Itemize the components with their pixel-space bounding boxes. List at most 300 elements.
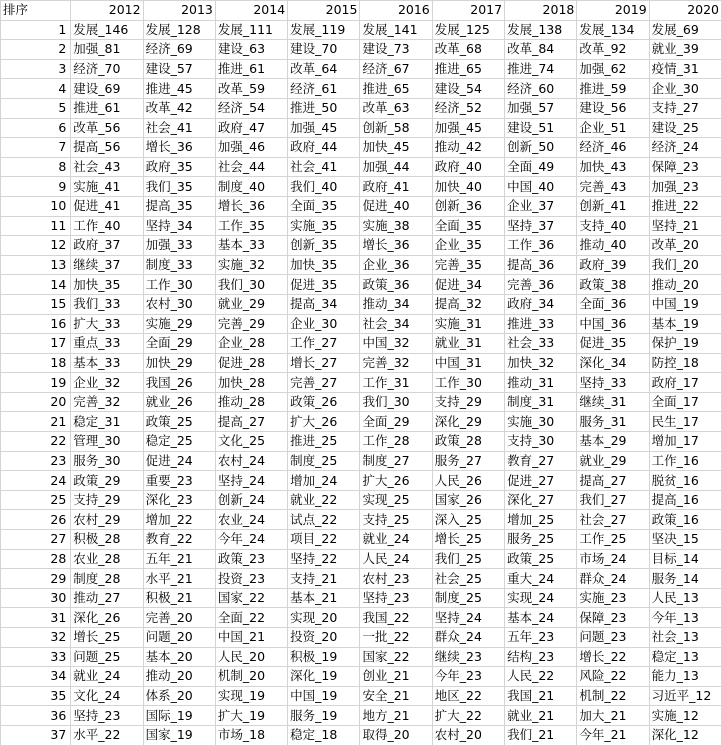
keyword-cell: 社会_25 [432, 569, 504, 589]
keyword-cell: 基本_29 [577, 432, 649, 452]
table-row [1, 549, 722, 569]
rank-cell: 12 [1, 236, 71, 256]
keyword-cell: 改革_64 [288, 59, 360, 79]
keyword-cell: 经济_24 [649, 138, 721, 158]
table-row [1, 686, 722, 706]
keyword-cell: 一批_22 [360, 628, 432, 648]
keyword-cell: 促进_34 [432, 275, 504, 295]
keyword-cell: 创新_58 [360, 118, 432, 138]
keyword-cell: 完善_36 [505, 275, 577, 295]
rank-cell: 24 [1, 471, 71, 491]
keyword-cell: 工作_30 [432, 373, 504, 393]
rank-cell: 35 [1, 686, 71, 706]
keyword-cell: 提高_34 [288, 294, 360, 314]
keyword-cell: 就业_39 [649, 40, 721, 60]
keyword-cell: 积极_21 [143, 588, 215, 608]
keyword-cell: 社会_27 [577, 510, 649, 530]
keyword-cell: 地区_22 [432, 686, 504, 706]
table-row [1, 432, 722, 452]
keyword-cell: 企业_37 [505, 196, 577, 216]
keyword-cell: 实现_19 [215, 686, 287, 706]
keyword-cell: 中国_36 [577, 314, 649, 334]
keyword-cell: 政府_17 [649, 373, 721, 393]
keyword-cell: 改革_20 [649, 236, 721, 256]
keyword-cell: 服务_30 [71, 451, 143, 471]
keyword-cell: 促进_35 [288, 275, 360, 295]
keyword-cell: 增加_22 [143, 510, 215, 530]
keyword-cell: 增长_36 [215, 196, 287, 216]
keyword-cell: 实施_35 [288, 216, 360, 236]
keyword-cell: 企业_32 [71, 373, 143, 393]
keyword-cell: 问题_23 [577, 628, 649, 648]
keyword-cell: 创新_24 [215, 490, 287, 510]
keyword-cell: 防控_18 [649, 353, 721, 373]
keyword-cell: 坚持_34 [143, 216, 215, 236]
table-row [1, 530, 722, 550]
keyword-cell: 坚持_21 [649, 216, 721, 236]
keyword-cell: 体系_20 [143, 686, 215, 706]
keyword-cell: 中国_40 [505, 177, 577, 197]
keyword-cell: 实施_32 [215, 255, 287, 275]
keyword-cell: 推进_61 [215, 59, 287, 79]
keyword-cell: 工作_35 [215, 216, 287, 236]
keyword-cell: 实施_29 [143, 314, 215, 334]
keyword-cell: 创业_21 [360, 667, 432, 687]
header-rank: 排序 [1, 1, 71, 21]
keyword-cell: 完善_29 [215, 314, 287, 334]
keyword-cell: 制度_27 [360, 451, 432, 471]
rank-cell: 11 [1, 216, 71, 236]
header-year-2019: 2019 [577, 1, 649, 21]
keyword-cell: 经济_67 [360, 59, 432, 79]
header-year-2016: 2016 [360, 1, 432, 21]
keyword-cell: 制度_33 [143, 255, 215, 275]
keyword-cell: 经济_60 [505, 79, 577, 99]
keyword-cell: 加快_45 [360, 138, 432, 158]
keyword-cell: 就业_26 [143, 392, 215, 412]
keyword-cell: 深入_25 [432, 510, 504, 530]
table-row [1, 608, 722, 628]
rank-cell: 18 [1, 353, 71, 373]
keyword-cell: 建设_51 [505, 118, 577, 138]
table-row [1, 314, 722, 334]
keyword-cell: 完善_32 [360, 353, 432, 373]
keyword-cell: 积极_19 [288, 647, 360, 667]
keyword-cell: 国家_19 [143, 725, 215, 745]
keyword-cell: 保护_19 [649, 334, 721, 354]
keyword-cell: 政府_39 [577, 255, 649, 275]
rank-cell: 4 [1, 79, 71, 99]
keyword-cell: 政策_28 [432, 432, 504, 452]
keyword-cell: 实施_41 [71, 177, 143, 197]
keyword-cell: 社会_44 [215, 157, 287, 177]
rank-cell: 2 [1, 40, 71, 60]
keyword-cell: 提高_36 [505, 255, 577, 275]
keyword-cell: 我们_25 [432, 549, 504, 569]
keyword-cell: 支持_27 [649, 98, 721, 118]
rank-cell: 17 [1, 334, 71, 354]
keyword-cell: 我们_30 [215, 275, 287, 295]
keyword-cell: 经济_69 [143, 40, 215, 60]
keyword-cell: 推进_65 [432, 59, 504, 79]
rank-cell: 22 [1, 432, 71, 452]
table-row [1, 138, 722, 158]
keyword-cell: 基本_33 [215, 236, 287, 256]
table-row [1, 647, 722, 667]
table-row [1, 373, 722, 393]
rank-cell: 9 [1, 177, 71, 197]
keyword-cell: 加快_40 [432, 177, 504, 197]
keyword-cell: 我们_20 [649, 255, 721, 275]
keyword-cell: 完善_43 [577, 177, 649, 197]
keyword-cell: 创新_35 [288, 236, 360, 256]
keyword-cell: 政策_36 [360, 275, 432, 295]
keyword-cell: 结构_23 [505, 647, 577, 667]
keyword-cell: 建设_56 [577, 98, 649, 118]
keyword-cell: 社会_33 [505, 334, 577, 354]
keyword-cell: 制度_40 [215, 177, 287, 197]
keyword-cell: 我们_33 [71, 294, 143, 314]
header-year-2013: 2013 [143, 1, 215, 21]
keyword-cell: 脱贫_16 [649, 471, 721, 491]
keyword-cell: 推动_40 [577, 236, 649, 256]
keyword-cell: 增长_27 [288, 353, 360, 373]
keyword-cell: 管理_30 [71, 432, 143, 452]
keyword-cell: 我国_21 [505, 686, 577, 706]
keyword-cell: 增加_17 [649, 432, 721, 452]
keyword-cell: 人民_22 [505, 667, 577, 687]
keyword-cell: 工作_40 [71, 216, 143, 236]
keyword-cell: 教育_22 [143, 530, 215, 550]
rank-cell: 3 [1, 59, 71, 79]
keyword-cell: 文化_25 [215, 432, 287, 452]
keyword-cell: 农村_24 [215, 451, 287, 471]
keyword-cell: 服务_27 [432, 451, 504, 471]
keyword-cell: 完善_27 [288, 373, 360, 393]
keyword-cell: 人民_24 [360, 549, 432, 569]
keyword-cell: 市场_24 [577, 549, 649, 569]
keyword-cell: 工作_25 [577, 530, 649, 550]
keyword-cell: 创新_50 [505, 138, 577, 158]
header-year-2020: 2020 [649, 1, 721, 21]
rank-cell: 13 [1, 255, 71, 275]
keyword-cell: 企业_36 [360, 255, 432, 275]
keyword-cell: 促进_41 [71, 196, 143, 216]
keyword-cell: 投资_23 [215, 569, 287, 589]
keyword-cell: 今年_21 [577, 725, 649, 745]
keyword-cell: 我们_40 [288, 177, 360, 197]
keyword-cell: 就业_29 [215, 294, 287, 314]
keyword-cell: 就业_22 [288, 490, 360, 510]
keyword-cell: 政策_16 [649, 510, 721, 530]
keyword-cell: 地方_21 [360, 706, 432, 726]
keyword-cell: 国家_26 [432, 490, 504, 510]
keyword-cell: 取得_20 [360, 725, 432, 745]
table-row [1, 569, 722, 589]
keyword-cell: 建设_63 [215, 40, 287, 60]
keyword-cell: 发展_128 [143, 20, 215, 40]
keyword-cell: 增加_24 [288, 471, 360, 491]
keyword-cell: 改革_42 [143, 98, 215, 118]
keyword-cell: 国际_19 [143, 706, 215, 726]
keyword-cell: 政府_34 [505, 294, 577, 314]
keyword-cell: 支持_40 [577, 216, 649, 236]
keyword-cell: 加快_35 [71, 275, 143, 295]
keyword-cell: 实施_38 [360, 216, 432, 236]
keyword-cell: 增长_36 [143, 138, 215, 158]
keyword-cell: 保障_23 [649, 157, 721, 177]
keyword-cell: 继续_23 [432, 647, 504, 667]
keyword-cell: 推动_27 [71, 588, 143, 608]
keyword-cell: 扩大_22 [432, 706, 504, 726]
rank-cell: 26 [1, 510, 71, 530]
keyword-cell: 增长_36 [360, 236, 432, 256]
table-row [1, 471, 722, 491]
rank-cell: 27 [1, 530, 71, 550]
keyword-cell: 政府_44 [288, 138, 360, 158]
keyword-cell: 全面_17 [649, 392, 721, 412]
keyword-cell: 工作_28 [360, 432, 432, 452]
table-row [1, 79, 722, 99]
keyword-cell: 建设_70 [288, 40, 360, 60]
keyword-cell: 增长_25 [71, 628, 143, 648]
keyword-cell: 推进_61 [71, 98, 143, 118]
keyword-cell: 全面_22 [215, 608, 287, 628]
keyword-cell: 提高_56 [71, 138, 143, 158]
rank-cell: 8 [1, 157, 71, 177]
keyword-cell: 民生_17 [649, 412, 721, 432]
keyword-cell: 工作_36 [505, 236, 577, 256]
keyword-cell: 支持_21 [288, 569, 360, 589]
keyword-cell: 我们_30 [360, 392, 432, 412]
keyword-cell: 推进_50 [288, 98, 360, 118]
table-row [1, 157, 722, 177]
keyword-cell: 推动_28 [215, 392, 287, 412]
table-row [1, 40, 722, 60]
keyword-cell: 改革_84 [505, 40, 577, 60]
table-body [1, 20, 722, 745]
keyword-cell: 加大_21 [577, 706, 649, 726]
keyword-cell: 加强_45 [432, 118, 504, 138]
keyword-cell: 推进_65 [360, 79, 432, 99]
keyword-cell: 经济_61 [288, 79, 360, 99]
rank-cell: 16 [1, 314, 71, 334]
rank-cell: 1 [1, 20, 71, 40]
keyword-cell: 加快_29 [143, 353, 215, 373]
table-row [1, 98, 722, 118]
keyword-cell: 能力_13 [649, 667, 721, 687]
keyword-cell: 坚持_23 [71, 706, 143, 726]
keyword-cell: 坚持_33 [577, 373, 649, 393]
keyword-cell: 机制_22 [577, 686, 649, 706]
table-row [1, 588, 722, 608]
keyword-cell: 政府_41 [360, 177, 432, 197]
keyword-cell: 农村_23 [360, 569, 432, 589]
table-row [1, 510, 722, 530]
keyword-cell: 促进_24 [143, 451, 215, 471]
keyword-cell: 完善_20 [143, 608, 215, 628]
keyword-cell: 社会_34 [360, 314, 432, 334]
rank-cell: 31 [1, 608, 71, 628]
keyword-cell: 农村_20 [432, 725, 504, 745]
keyword-cell: 全面_35 [432, 216, 504, 236]
keyword-cell: 坚持_37 [505, 216, 577, 236]
keyword-cell: 就业_24 [360, 530, 432, 550]
keyword-cell: 推进_45 [143, 79, 215, 99]
keyword-cell: 完善_32 [71, 392, 143, 412]
keyword-cell: 完善_35 [432, 255, 504, 275]
keyword-cell: 改革_92 [577, 40, 649, 60]
table-row [1, 334, 722, 354]
table-row [1, 294, 722, 314]
keyword-cell: 安全_21 [360, 686, 432, 706]
keyword-cell: 推进_59 [577, 79, 649, 99]
keyword-cell: 发展_134 [577, 20, 649, 40]
keyword-cell: 习近平_12 [649, 686, 721, 706]
keyword-cell: 实施_23 [577, 588, 649, 608]
keyword-cell: 经济_46 [577, 138, 649, 158]
table-row [1, 706, 722, 726]
keyword-cell: 今年_24 [215, 530, 287, 550]
keyword-cell: 积极_28 [71, 530, 143, 550]
keyword-cell: 五年_21 [143, 549, 215, 569]
keyword-cell: 工作_16 [649, 451, 721, 471]
table-row [1, 451, 722, 471]
keyword-cell: 深化_19 [288, 667, 360, 687]
rank-cell: 36 [1, 706, 71, 726]
keyword-cell: 国家_22 [215, 588, 287, 608]
table-row [1, 275, 722, 295]
keyword-cell: 扩大_26 [360, 471, 432, 491]
keyword-cell: 重大_24 [505, 569, 577, 589]
keyword-cell: 稳定_18 [288, 725, 360, 745]
keyword-cell: 发展_125 [432, 20, 504, 40]
keyword-cell: 经济_52 [432, 98, 504, 118]
table-row [1, 490, 722, 510]
keyword-cell: 改革_59 [215, 79, 287, 99]
keyword-cell: 支持_30 [505, 432, 577, 452]
keyword-cell: 工作_31 [360, 373, 432, 393]
keyword-cell: 企业_30 [649, 79, 721, 99]
keyword-cell: 就业_21 [505, 706, 577, 726]
table-row [1, 412, 722, 432]
keyword-cell: 试点_22 [288, 510, 360, 530]
keyword-cell: 实施_12 [649, 706, 721, 726]
keyword-cell: 发展_111 [215, 20, 287, 40]
keyword-cell: 发展_119 [288, 20, 360, 40]
keyword-cell: 提高_32 [432, 294, 504, 314]
keyword-cell: 促进_40 [360, 196, 432, 216]
keyword-cell: 推进_22 [649, 196, 721, 216]
keyword-cell: 农村_29 [71, 510, 143, 530]
keyword-cell: 提高_27 [577, 471, 649, 491]
keyword-cell: 继续_31 [577, 392, 649, 412]
keyword-cell: 稳定_31 [71, 412, 143, 432]
keyword-cell: 加强_45 [288, 118, 360, 138]
keyword-cell: 促进_28 [215, 353, 287, 373]
rank-cell: 6 [1, 118, 71, 138]
table-row [1, 353, 722, 373]
keyword-cell: 实施_31 [432, 314, 504, 334]
rank-cell: 7 [1, 138, 71, 158]
keyword-cell: 促进_35 [577, 334, 649, 354]
keyword-cell: 农业_28 [71, 549, 143, 569]
header-year-2015: 2015 [288, 1, 360, 21]
keyword-cell: 支持_29 [432, 392, 504, 412]
keyword-cell: 中国_32 [360, 334, 432, 354]
keyword-cell: 基本_33 [71, 353, 143, 373]
keyword-cell: 服务_14 [649, 569, 721, 589]
table-row [1, 20, 722, 40]
keyword-cell: 水平_21 [143, 569, 215, 589]
keyword-cell: 今年_23 [432, 667, 504, 687]
keyword-cell: 社会_13 [649, 628, 721, 648]
keyword-cell: 推动_31 [505, 373, 577, 393]
table-row [1, 628, 722, 648]
keyword-cell: 社会_41 [288, 157, 360, 177]
header-year-2018: 2018 [505, 1, 577, 21]
keyword-cell: 推进_25 [288, 432, 360, 452]
keyword-cell: 群众_24 [432, 628, 504, 648]
keyword-cell: 制度_31 [505, 392, 577, 412]
keyword-cell: 农业_24 [215, 510, 287, 530]
keyword-cell: 人民_26 [432, 471, 504, 491]
rank-cell: 25 [1, 490, 71, 510]
keyword-cell: 继续_37 [71, 255, 143, 275]
keyword-cell: 增长_22 [577, 647, 649, 667]
table-row [1, 392, 722, 412]
keyword-cell: 加强_44 [360, 157, 432, 177]
keyword-cell: 制度_25 [288, 451, 360, 471]
keyword-cell: 全面_35 [288, 196, 360, 216]
keyword-cell: 建设_69 [71, 79, 143, 99]
keyword-cell: 支持_29 [71, 490, 143, 510]
keyword-cell: 文化_24 [71, 686, 143, 706]
keyword-cell: 加快_43 [577, 157, 649, 177]
keyword-cell: 国家_22 [360, 647, 432, 667]
keyword-cell: 基本_19 [649, 314, 721, 334]
keyword-cell: 推动_20 [143, 667, 215, 687]
keyword-cell: 水平_22 [71, 725, 143, 745]
keyword-cell: 扩大_33 [71, 314, 143, 334]
keyword-cell: 政策_29 [71, 471, 143, 491]
keyword-cell: 发展_69 [649, 20, 721, 40]
keyword-cell: 社会_41 [143, 118, 215, 138]
keyword-cell: 投资_20 [288, 628, 360, 648]
table-row [1, 196, 722, 216]
keyword-cell: 全面_36 [577, 294, 649, 314]
keyword-cell: 建设_25 [649, 118, 721, 138]
keyword-cell: 扩大_26 [288, 412, 360, 432]
keyword-cell: 实现_20 [288, 608, 360, 628]
keyword-cell: 社会_43 [71, 157, 143, 177]
keyword-cell: 机制_20 [215, 667, 287, 687]
keyword-cell: 加强_23 [649, 177, 721, 197]
keyword-cell: 我国_26 [143, 373, 215, 393]
keyword-cell: 深化_26 [71, 608, 143, 628]
rank-cell: 34 [1, 667, 71, 687]
keyword-cell: 加快_35 [288, 255, 360, 275]
rank-cell: 21 [1, 412, 71, 432]
keyword-cell: 重要_23 [143, 471, 215, 491]
keyword-cell: 增长_25 [432, 530, 504, 550]
keyword-cell: 坚持_24 [215, 471, 287, 491]
keyword-cell: 服务_25 [505, 530, 577, 550]
keyword-cell: 风险_22 [577, 667, 649, 687]
keyword-cell: 制度_25 [432, 588, 504, 608]
table-row [1, 725, 722, 745]
keyword-cell: 人民_20 [215, 647, 287, 667]
